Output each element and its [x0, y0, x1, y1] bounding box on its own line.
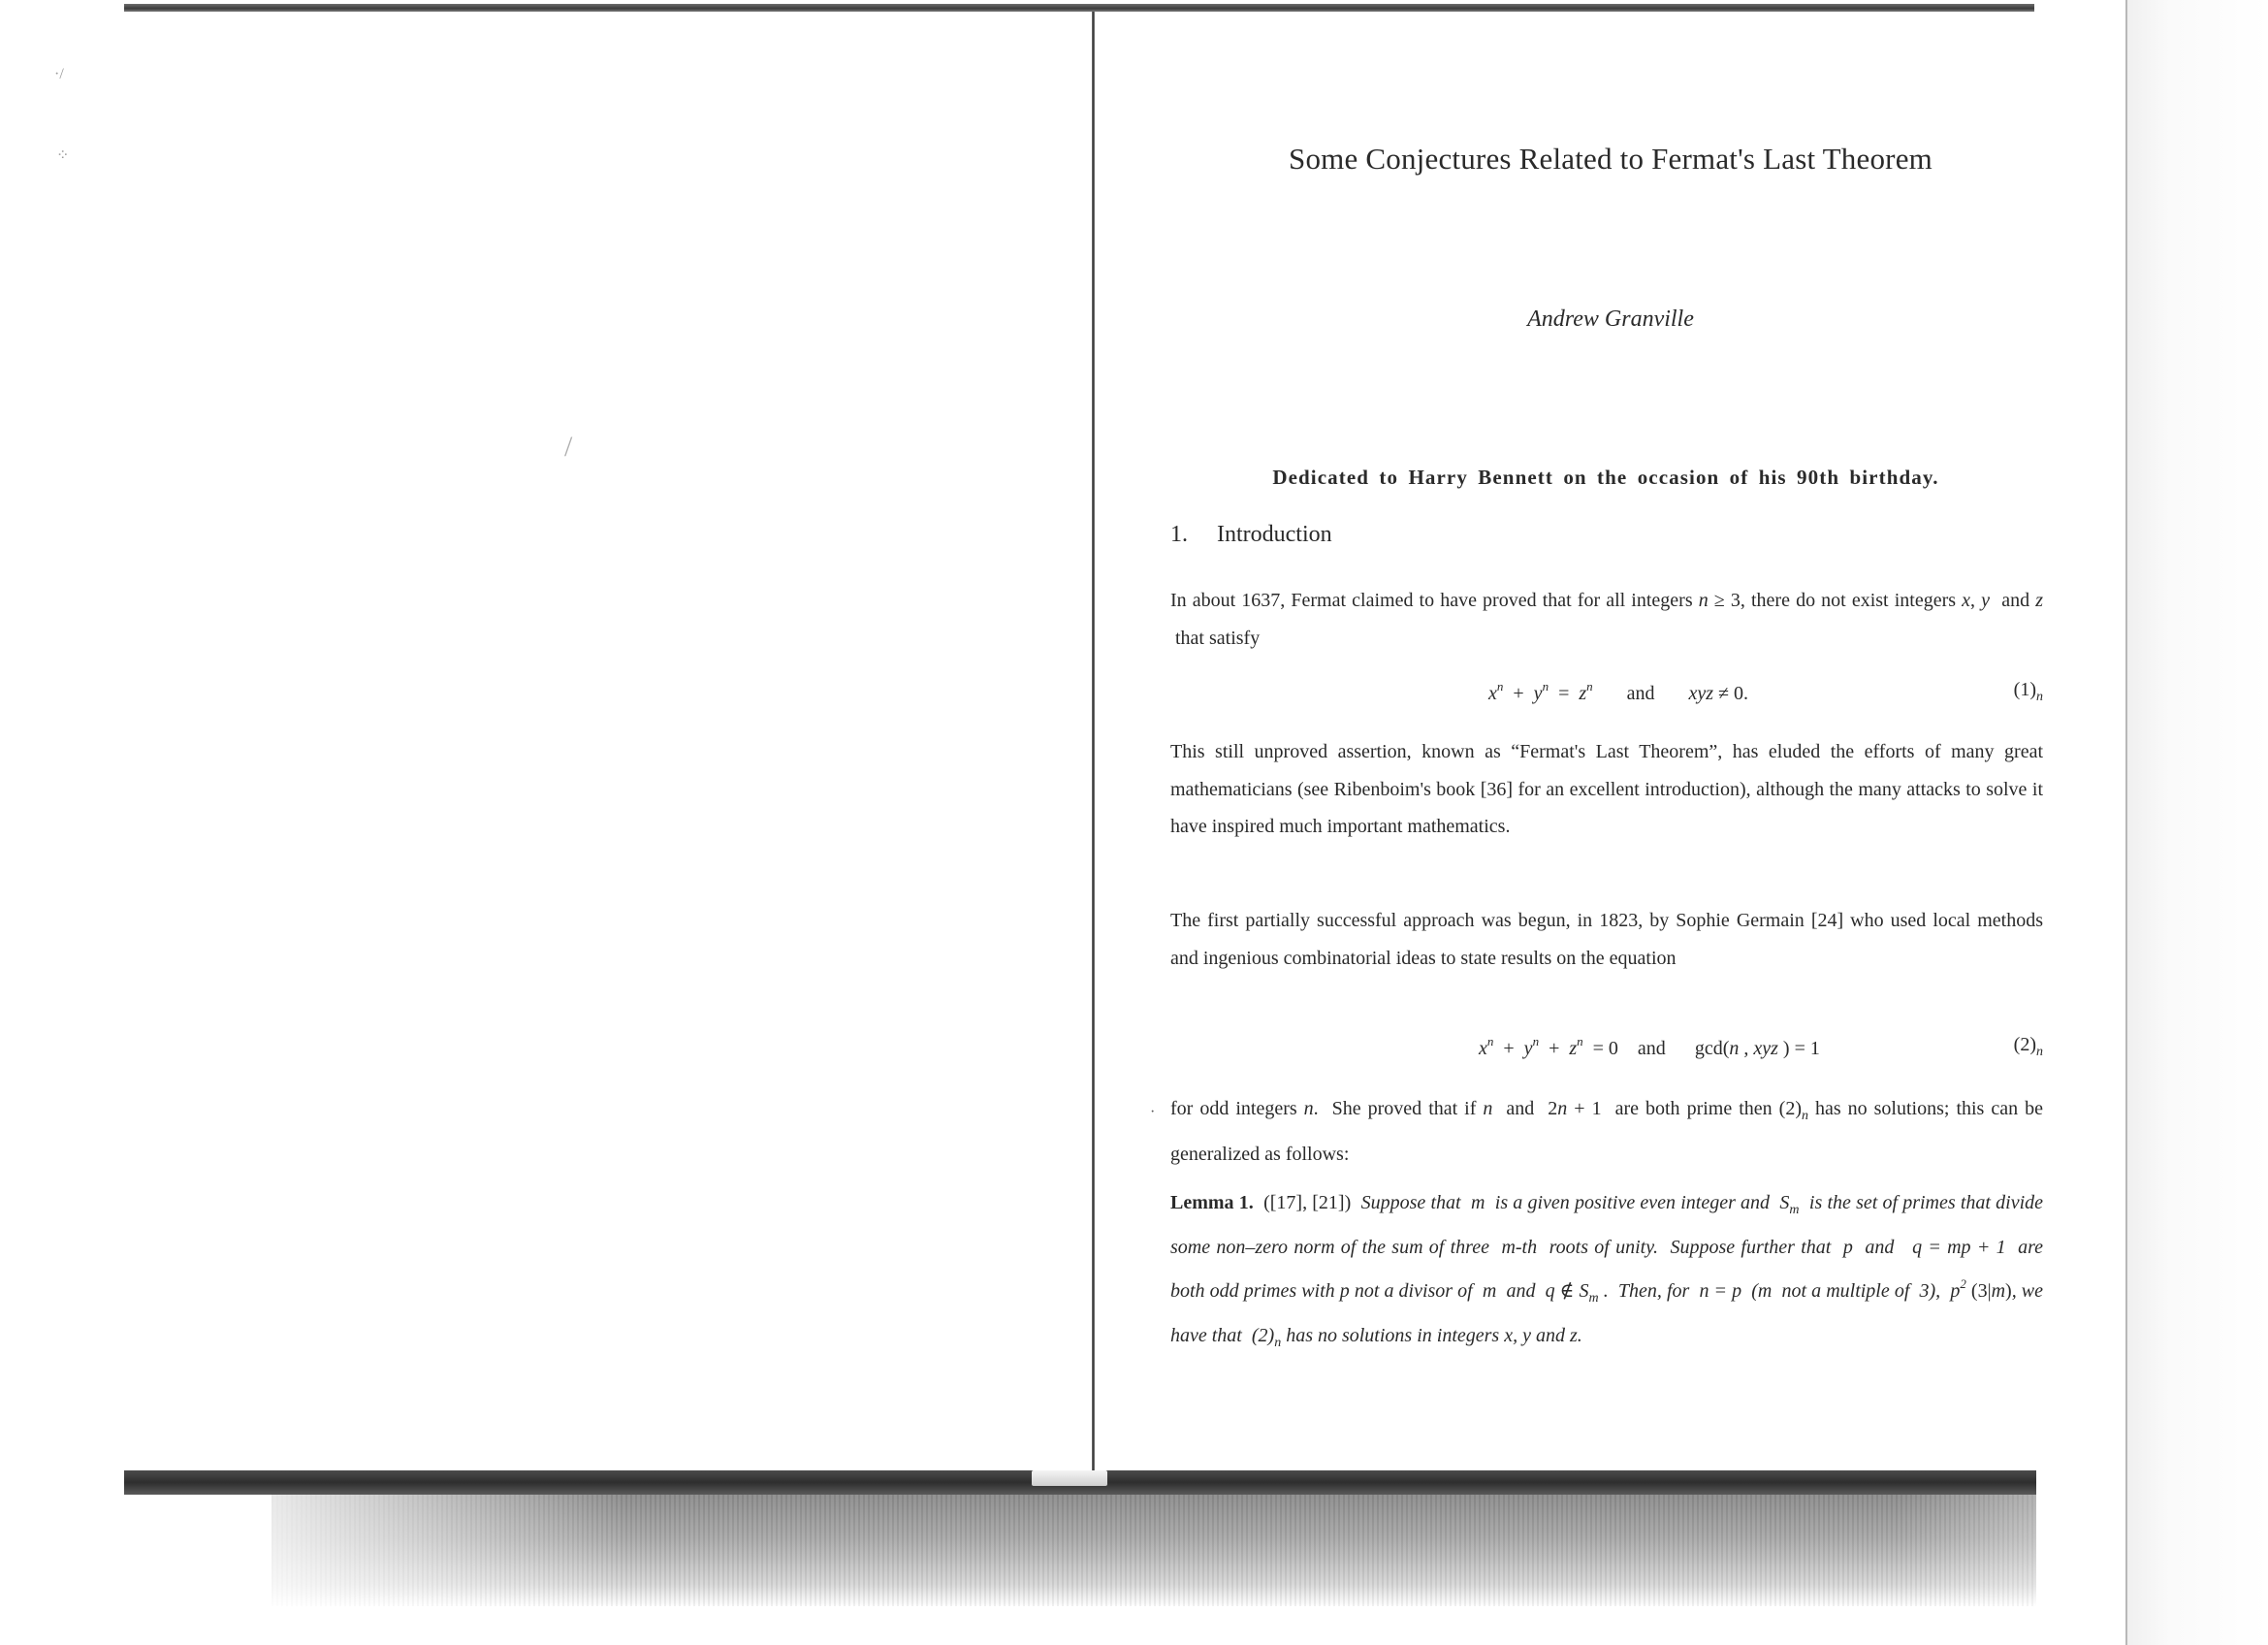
- equation-2: [1170, 1034, 2043, 1073]
- scan-bottom-shadow: [272, 1495, 2036, 1606]
- lemma-label: Lemma 1.: [1170, 1192, 1254, 1213]
- book-spine: [1092, 12, 1095, 1476]
- section-title: Introduction: [1217, 522, 1332, 547]
- lemma-1: Lemma 1. ([17], [21]) Suppose that m is a given positive even integer and $S_m$ is the set of primes that divide some non–zero norm of the sum of three m-th roots of unity. Suppose further that p and q = mp + 1 are both odd primes with p not a divisor of m and q ∉ $S_m$ . Then, for n = p (m not a multiple of 3), $p^2$ (3|m), we have that $(2)_n$ has no solutions in integers x, y and z.: [1170, 1192, 2044, 1350]
- section-number: 1.: [1170, 522, 1188, 547]
- scan-smudge: ·/: [54, 66, 64, 82]
- paragraph-odd-integers: for odd integers n. She proved that if n and 2n + 1 are both prime then $(2)_n$ has no solutions; this can be generalized as follows:: [1170, 1098, 2043, 1165]
- scan-smudge: /: [564, 431, 573, 463]
- paragraph-germain: The first partially successful approach was begun, in 1823, by Sophie Germain [24] who used local methods and ingenious combinatorial ideas to state results on the equation: [1170, 910, 2043, 969]
- paper-title: Some Conjectures Related to Fermat's Last Theorem: [1289, 142, 1933, 176]
- equation-1-and: and: [1626, 683, 1655, 704]
- equation-2-body: $x^n + y^n + z^n = 0$ and gcd(n , xyz ) = 1: [1479, 1034, 1820, 1059]
- paragraph-intro: In about 1637, Fermat claimed to have proved that for all integers n ≥ 3, there do not exist integers x, y and z that satisfy: [1170, 590, 2043, 649]
- dedication: Dedicated to Harry Bennett on the occasion of his 90th birthday.: [1272, 466, 1939, 489]
- equation-1-label: $(1)_n$: [2013, 679, 2043, 704]
- scan-dot: ·: [1150, 1104, 1156, 1120]
- left-blank-page: [0, 12, 1092, 1467]
- equation-1: [1170, 679, 2043, 718]
- section-heading: [1170, 522, 1332, 548]
- equation-2-label: $(2)_n$: [2013, 1034, 2043, 1059]
- paper-author: Andrew Granville: [1527, 306, 1694, 332]
- paragraph-unproved: This still unproved assertion, known as “Fermat's Last Theorem”, has eluded the efforts of many great mathematicians (see Ribenboim's book [36] for an excellent introduction), although the many attacks to solve it have inspired much important mathematics.: [1170, 741, 2043, 837]
- scan-top-border: [124, 4, 2034, 12]
- equation-1-body: $x^n + y^n = z^n$ and xyz ≠ 0.: [1488, 679, 1749, 704]
- page-edge-shade: [2127, 0, 2268, 1645]
- equation-2-and: and: [1637, 1038, 1666, 1059]
- lemma-citation: ([17], [21]): [1263, 1192, 1352, 1213]
- right-page: [1096, 12, 2125, 1467]
- scan-smudge: ⁘: [56, 147, 70, 164]
- spine-notch: [1032, 1470, 1107, 1486]
